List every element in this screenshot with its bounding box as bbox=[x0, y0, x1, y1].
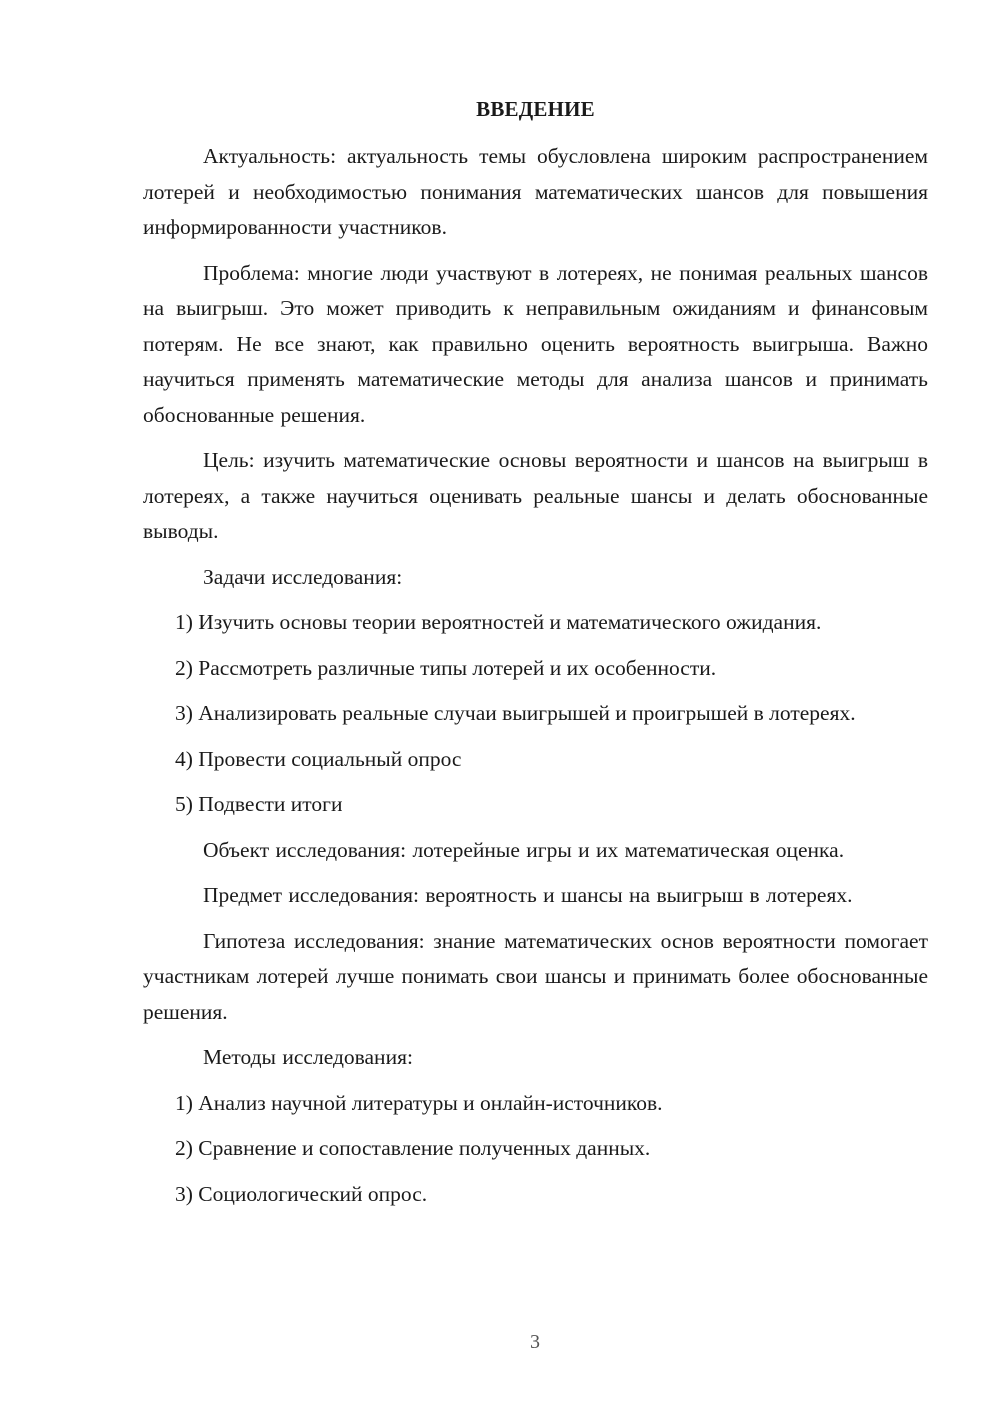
tasks-heading: Задачи исследования: bbox=[203, 564, 403, 589]
problem-paragraph: Проблема: многие люди участвуют в лотереях, не понимая реальных шансов на выигрыш. Это может приводить к неправильным ожиданиям и финансовым потерям. Не все знают, как правильно оценить вероятность выигрыша. Важно научиться применять математические методы для анализа шансов и принимать обоснованные решения. bbox=[143, 260, 928, 427]
method-item: 2) Сравнение и сопоставление полученных данных. bbox=[175, 1136, 651, 1160]
task-item: 5) Подвести итоги bbox=[175, 792, 343, 816]
task-item: 4) Провести социальный опрос bbox=[175, 746, 462, 771]
task-item: 3) Анализировать реальные случаи выигрышей и проигрышей в лотереях. bbox=[175, 701, 856, 725]
page-title: ВВЕДЕНИЕ bbox=[476, 97, 595, 121]
method-item: 3) Социологический опрос. bbox=[175, 1181, 428, 1206]
relevance-paragraph: Актуальность: актуальность темы обусловлена широким распространением лотерей и необходимостью понимания математических шансов для повышения информированности участников. bbox=[143, 144, 928, 239]
methods-heading: Методы исследования: bbox=[203, 1045, 413, 1069]
task-item: 2) Рассмотреть различные типы лотерей и их особенности. bbox=[175, 655, 717, 680]
task-item: 1) Изучить основы теории вероятностей и математического ожидания. bbox=[175, 610, 822, 634]
page-number-text: 3 bbox=[530, 1331, 540, 1353]
subject-paragraph: Предмет исследования: вероятность и шансы на выигрыш в лотереях. bbox=[203, 883, 853, 907]
object-paragraph: Объект исследования: лотерейные игры и их математическая оценка. bbox=[203, 837, 845, 862]
method-item: 1) Анализ научной литературы и онлайн-источников. bbox=[175, 1090, 663, 1115]
goal-paragraph: Цель: изучить математические основы вероятности и шансов на выигрыш в лотереях, а также научиться оценивать реальные шансы и делать обоснованные выводы. bbox=[143, 448, 928, 543]
hypothesis-paragraph: Гипотеза исследования: знание математических основ вероятности помогает участникам лотерей лучше понимать свои шансы и принимать более обоснованные решения. bbox=[143, 928, 928, 1024]
page-number bbox=[70, 1331, 1000, 1354]
document-page bbox=[143, 92, 928, 1222]
